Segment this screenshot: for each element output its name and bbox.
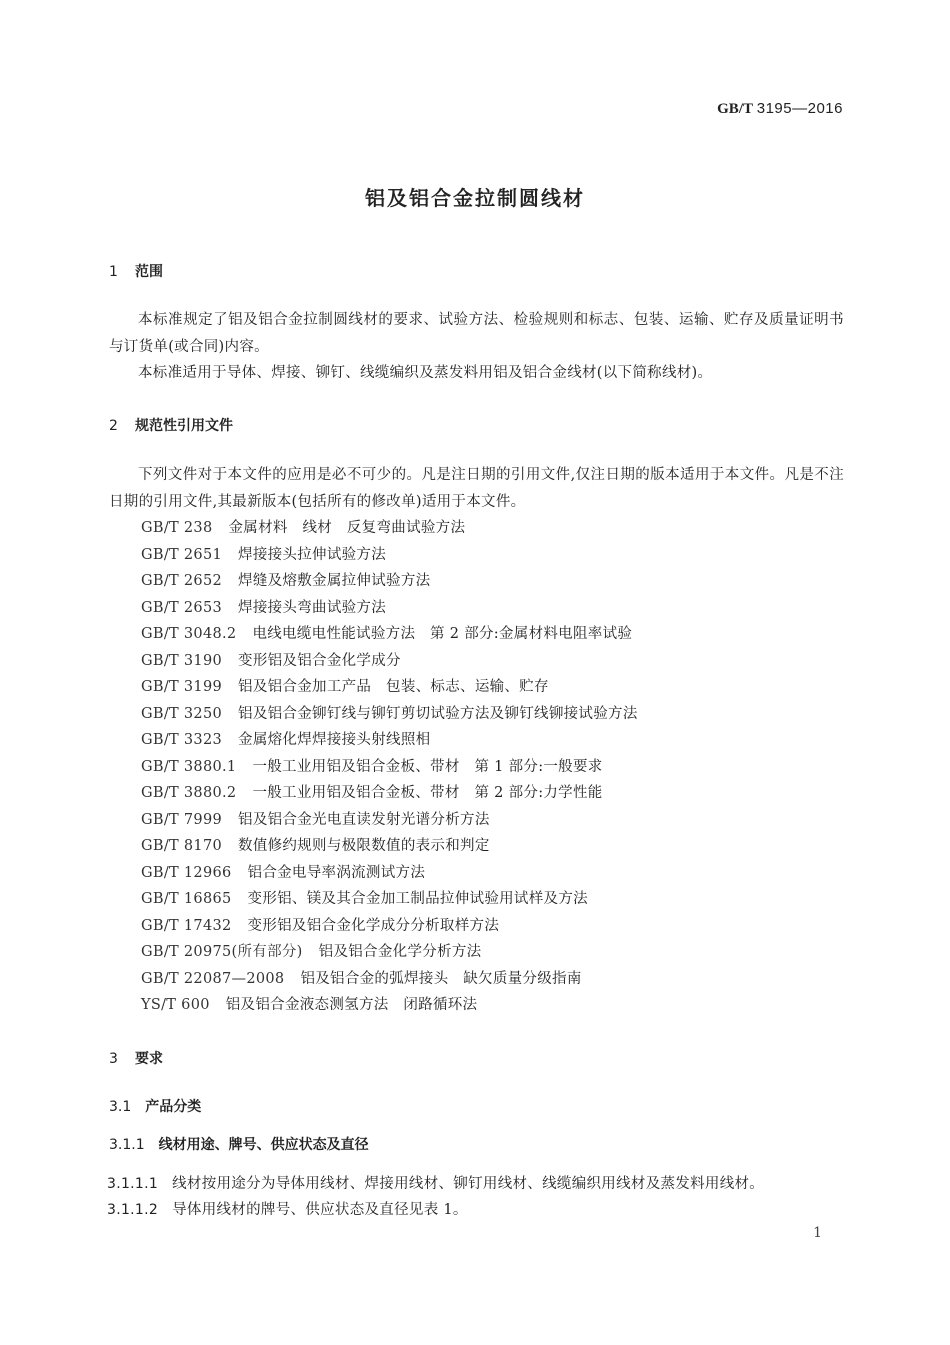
subsection-title: 线材用途、牌号、供应状态及直径 — [158, 1137, 369, 1153]
section-2-heading — [109, 415, 233, 435]
reference-title: 铝及铝合金的弧焊接头 缺欠质量分级指南 — [300, 970, 582, 987]
reference-item — [141, 568, 638, 595]
reference-item — [141, 966, 638, 993]
reference-item — [141, 939, 638, 966]
reference-title: 铝及铝合金液态测氢方法 闭路循环法 — [225, 997, 478, 1013]
reference-item — [141, 542, 638, 569]
reference-code: YS/T 600 — [141, 997, 210, 1013]
clause-text: 导体用线材的牌号、供应状态及直径见表 1。 — [172, 1202, 468, 1218]
subsection-title: 产品分类 — [145, 1099, 202, 1115]
reference-title: 铝合金电导率涡流测试方法 — [247, 864, 426, 881]
subsection-3-1-1-heading — [109, 1134, 369, 1154]
clause-3-1-1-1 — [107, 1172, 764, 1193]
standard-code: 3195—2016 — [756, 100, 843, 117]
section-1-paragraph-2: 本标准适用于导体、焊接、铆钉、线缆编织及蒸发料用铝及铝合金线材(以下简称线材)。 — [138, 365, 713, 381]
reference-code: GB/T 3880.2 — [141, 785, 237, 801]
reference-title: 变形铝及铝合金化学成分 — [238, 652, 401, 669]
reference-code: GB/T 16865 — [141, 891, 232, 907]
reference-code: GB/T 3190 — [141, 652, 223, 669]
reference-title: 铝及铝合金铆钉线与铆钉剪切试验方法及铆钉线铆接试验方法 — [238, 705, 638, 722]
reference-title: 电线电缆电性能试验方法 第 2 部分:金属材料电阻率试验 — [252, 626, 633, 642]
reference-code: GB/T 3250 — [141, 705, 223, 722]
standard-prefix: GB/T — [717, 101, 753, 117]
subsection-number: 3.1.1 — [109, 1137, 145, 1153]
standard-number — [717, 100, 843, 118]
reference-title: 铝及铝合金加工产品 包装、标志、运输、贮存 — [238, 679, 549, 695]
reference-code: GB/T 12966 — [141, 864, 232, 881]
reference-item — [141, 780, 638, 807]
reference-code: GB/T 2653 — [141, 599, 223, 616]
reference-title: 金属熔化焊焊接接头射线照相 — [238, 732, 431, 748]
section-title: 规范性引用文件 — [135, 418, 233, 434]
reference-item — [141, 992, 638, 1019]
clause-number: 3.1.1.1 — [107, 1176, 159, 1192]
reference-code: GB/T 22087—2008 — [141, 970, 285, 987]
reference-code: GB/T 238 — [141, 520, 213, 536]
reference-code: GB/T 3323 — [141, 732, 223, 748]
reference-title: 变形铝、镁及其合金加工制品拉伸试验用试样及方法 — [247, 891, 588, 907]
reference-item — [141, 807, 638, 834]
clause-number: 3.1.1.2 — [107, 1202, 159, 1218]
section-1-heading — [109, 261, 163, 281]
reference-title: 一般工业用铝及铝合金板、带材 第 2 部分:力学性能 — [252, 785, 603, 801]
reference-title: 焊接接头拉伸试验方法 — [238, 546, 387, 563]
section-1-paragraph-1: 本标准规定了铝及铝合金拉制圆线材的要求、试验方法、检验规则和标志、包装、运输、贮存及质量证明书与订货单(或合同)内容。 — [109, 312, 844, 355]
document-title: 铝及铝合金拉制圆线材 — [365, 186, 585, 210]
section-number: 3 — [109, 1051, 118, 1067]
reference-code: GB/T 7999 — [141, 811, 223, 828]
section-title: 要求 — [135, 1051, 163, 1067]
section-number: 2 — [109, 418, 118, 434]
reference-code: GB/T 2652 — [141, 573, 223, 589]
section-2-paragraph-1: 下列文件对于本文件的应用是必不可少的。凡是注日期的引用文件,仅注日期的版本适用于本文件。凡是不注日期的引用文件,其最新版本(包括所有的修改单)适用于本文件。 — [109, 467, 844, 510]
reference-item — [141, 727, 638, 754]
page-number: 1 — [813, 1225, 822, 1241]
reference-code: GB/T 3880.1 — [141, 758, 237, 775]
reference-title: 焊接接头弯曲试验方法 — [238, 599, 387, 616]
reference-item — [141, 754, 638, 781]
reference-item — [141, 886, 638, 913]
subsection-3-1-heading — [109, 1096, 201, 1116]
reference-title: 焊缝及熔敷金属拉伸试验方法 — [238, 573, 431, 589]
reference-item — [141, 621, 638, 648]
reference-title: 铝及铝合金化学分析方法 — [318, 944, 482, 960]
reference-title: 变形铝及铝合金化学成分分析取样方法 — [247, 917, 500, 934]
reference-code: GB/T 3199 — [141, 679, 223, 695]
reference-title: 一般工业用铝及铝合金板、带材 第 1 部分:一般要求 — [252, 758, 603, 775]
reference-code: GB/T 3048.2 — [141, 626, 237, 642]
reference-code: GB/T 17432 — [141, 917, 232, 934]
subsection-number: 3.1 — [109, 1099, 132, 1115]
reference-item — [141, 833, 638, 860]
section-3-heading — [109, 1048, 163, 1068]
normative-references-list — [141, 515, 638, 1019]
reference-item — [141, 701, 638, 728]
clause-text: 线材按用途分为导体用线材、焊接用线材、铆钉用线材、线缆编织用线材及蒸发料用线材。 — [172, 1176, 765, 1192]
reference-item — [141, 913, 638, 940]
reference-code: GB/T 2651 — [141, 546, 223, 563]
reference-item — [141, 515, 638, 542]
reference-code: GB/T 20975(所有部分) — [141, 944, 303, 960]
reference-title: 数值修约规则与极限数值的表示和判定 — [238, 838, 490, 854]
reference-code: GB/T 8170 — [141, 838, 223, 854]
reference-item — [141, 674, 638, 701]
reference-item — [141, 648, 638, 675]
section-title: 范围 — [135, 264, 163, 280]
reference-title: 铝及铝合金光电直读发射光谱分析方法 — [238, 811, 490, 828]
reference-title: 金属材料 线材 反复弯曲试验方法 — [228, 520, 466, 536]
reference-item — [141, 595, 638, 622]
clause-3-1-1-2 — [107, 1198, 468, 1219]
section-number: 1 — [109, 264, 118, 280]
reference-item — [141, 860, 638, 887]
